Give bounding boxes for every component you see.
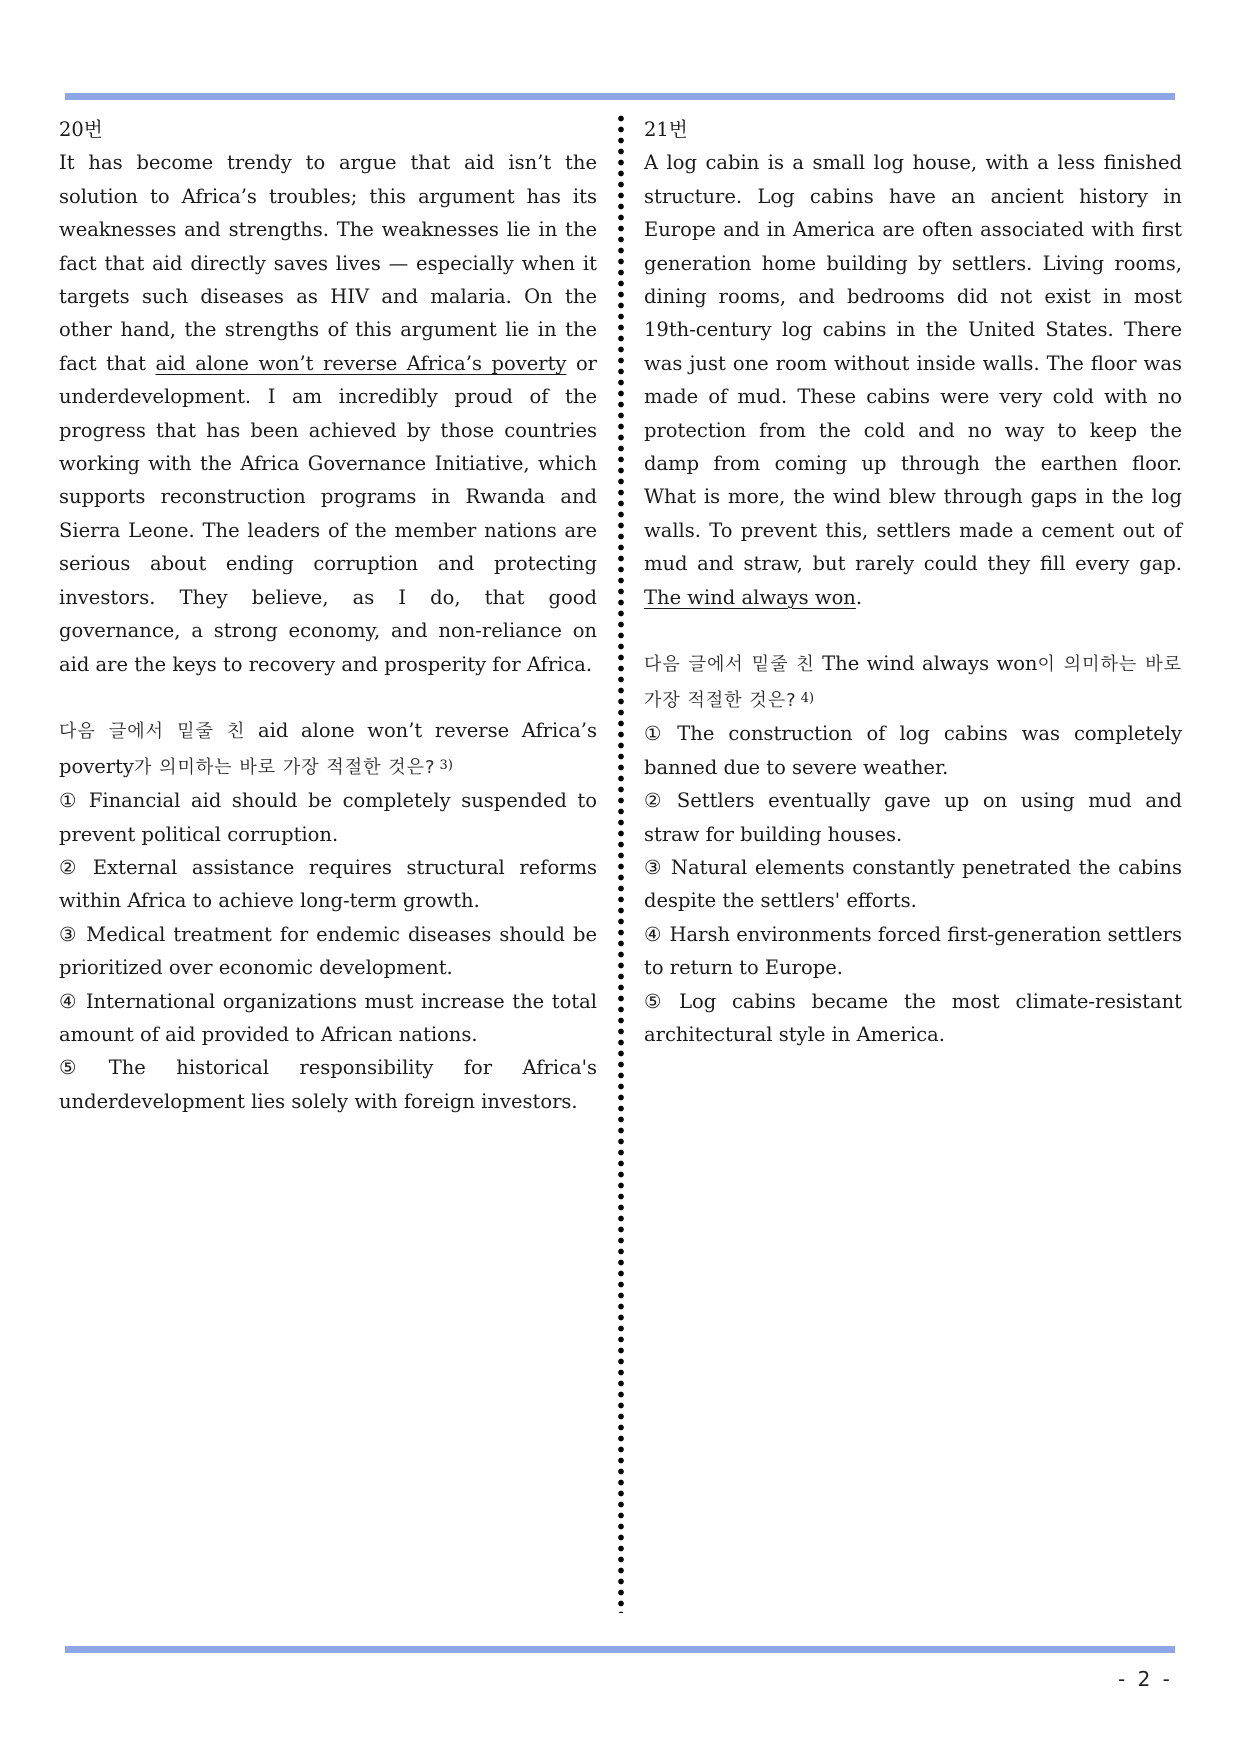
option-text: Financial aid should be completely suspended to prevent political corruption. [59,789,598,846]
underlined-phrase: The wind always won [644,585,856,609]
option-mark: ⑤ [59,1056,101,1080]
bottom-divider-rule [65,1646,1175,1653]
option-mark: ② [644,789,669,813]
passage-text: . [855,585,863,609]
answer-options [59,784,597,1118]
prompt-tail: 이 의미하는 바로 가장 적절한 것은? [644,654,1182,711]
answer-option[interactable] [59,851,597,918]
option-text: The historical responsibility for Africa's underdevelopment lies solely with foreign investors. [59,1056,597,1113]
footnote-ref: 4) [800,690,815,706]
option-text: Log cabins became the most climate-resistant architectural style in America. [644,989,1182,1046]
option-mark: ③ [59,922,79,946]
option-text: Natural elements constantly penetrated the cabins despite the settlers' efforts. [644,855,1182,913]
question-number: 21번 [644,118,688,141]
column-divider-dotted [617,113,625,1613]
question-prompt [59,714,597,784]
prompt-phrase: aid alone won’t reverse Africa’s poverty [59,719,597,778]
passage [59,146,597,681]
prompt-tail: 가 의미하는 바로 가장 적절한 것은? [133,756,436,778]
question-20 [59,113,597,1118]
footnote-ref: 3) [439,757,453,773]
answer-option[interactable] [59,784,597,851]
answer-option[interactable] [644,851,1182,918]
option-mark: ④ [59,989,78,1013]
answer-option[interactable] [644,918,1182,985]
answer-option[interactable] [59,985,597,1052]
option-mark: ① [59,789,81,813]
option-mark: ① [644,722,670,746]
option-text: Medical treatment for endemic diseases should be prioritized over economic development. [59,922,598,980]
option-mark: ② [59,855,85,879]
option-mark: ④ [644,922,662,946]
page-number: - 2 - [1118,1667,1173,1691]
question-number: 20번 [59,118,103,141]
answer-option[interactable] [644,717,1182,784]
answer-option[interactable] [644,784,1182,851]
prompt-lead: 다음 글에서 밑줄 친 [59,721,246,743]
passage-text: A log cabin is a small log house, with a less finished structure. Log cabins have an ancient history in Europe and in America are often associated with first generation home building by settlers. Living rooms, dining rooms, and bedrooms did not exist in most 19th-century log cabins in the United States. There was just one room without inside walls. The floor was made of mud. These cabins were very cold with no protection from the cold and no way to keep the damp from coming up through the earthen floor. What is more, the wind blew through gaps in the log walls. To prevent this, settlers made a cement out of mud and straw, but rarely could they fill every gap. [644,151,1182,576]
answer-option[interactable] [59,918,597,985]
question-21 [644,113,1182,1051]
question-prompt [644,647,1182,717]
underlined-phrase: aid alone won’t reverse Africa’s poverty [155,351,567,375]
option-mark: ⑤ [644,989,672,1013]
answer-options [644,717,1182,1051]
option-text: The construction of log cabins was completely banned due to severe weather. [644,722,1182,779]
prompt-phrase: The wind always won [822,652,1038,676]
option-text: Settlers eventually gave up on using mud and straw for building houses. [644,789,1183,846]
option-text: Harsh environments forced first-generation settlers to return to Europe. [644,922,1183,980]
top-divider-rule [65,93,1175,100]
answer-option[interactable] [644,985,1182,1052]
passage-text: or underdevelopment. I am incredibly proud of the progress that has been achieved by those countries working with the Africa Governance Initiative, which supports reconstruction programs in Rwanda and Sierra Leone. The leaders of the member nations are serious about ending corruption and protecting investors. They believe, as I do, that good governance, a strong economy, and non-reliance on aid are the keys to recovery and prosperity for Africa. [59,351,598,676]
option-text: International organizations must increase the total amount of aid provided to African nations. [59,989,598,1046]
passage-text: It has become trendy to argue that aid isn’t the solution to Africa’s troubles; this argument has its weaknesses and strengths. The weaknesses lie in the fact that aid directly saves lives — especially when it targets such diseases as HIV and malaria. On the other hand, the strengths of this argument lie in the fact that [59,151,597,375]
option-mark: ③ [644,855,663,879]
option-text: External assistance requires structural reforms within Africa to achieve long-term growth. [59,855,598,913]
passage [644,146,1182,614]
prompt-lead: 다음 글에서 밑줄 친 [644,654,815,676]
answer-option[interactable] [59,1051,597,1118]
